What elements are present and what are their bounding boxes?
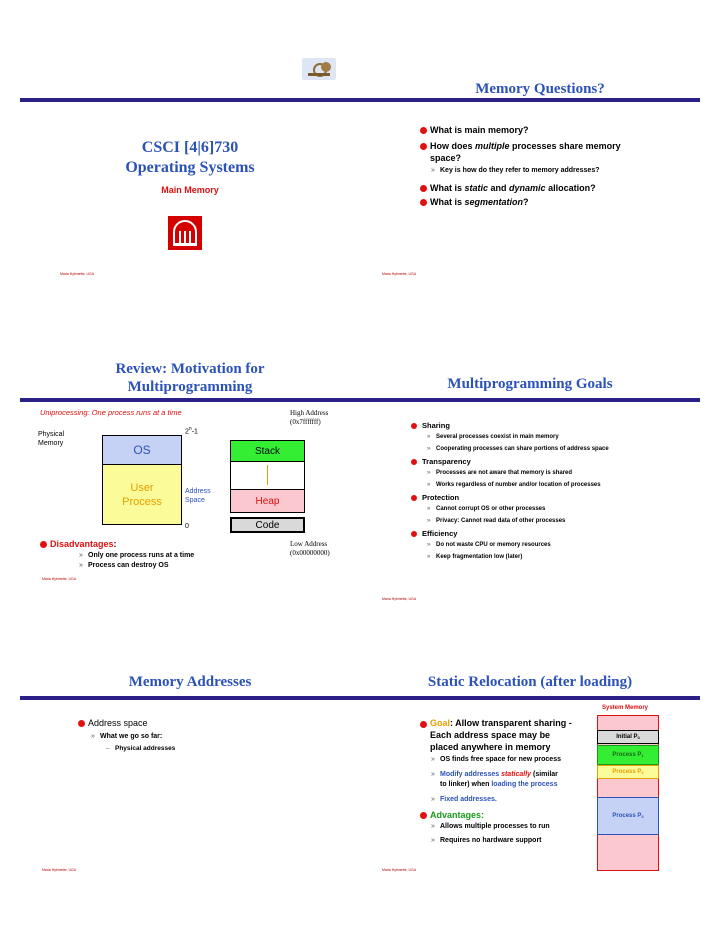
sub-bullet: » Keep fragmentation low (later)	[427, 554, 523, 560]
bullet-dot	[420, 721, 427, 728]
sub-sub-bullet-physical: – Physical addresses	[106, 745, 176, 752]
process-p1-block: Process P 1	[597, 745, 659, 765]
initial-p0-block: Initial P 0	[597, 730, 659, 744]
bullet-dot	[78, 720, 85, 727]
sub-bullet: » Several processes coexist in main memory	[427, 434, 559, 440]
user-process-block: User Process	[102, 464, 182, 525]
uga-arch-logo	[168, 216, 202, 250]
sub-bullet-one-process: » Only one process runs at a time	[79, 552, 195, 559]
title-rule	[360, 696, 700, 700]
lecture-subtitle: Main Memory	[161, 185, 219, 195]
sub-bullet: » Privacy: Cannot read data of other processes	[427, 518, 566, 524]
bullet-protection: Protection	[422, 493, 460, 502]
title-rule	[360, 398, 700, 402]
bullet-efficiency: Efficiency	[422, 529, 458, 538]
slide-1	[20, 50, 360, 290]
slide-title: Multiprogramming Goals	[447, 376, 613, 392]
title-rule	[20, 398, 360, 402]
sub-bullet: » Do not waste CPU or memory resources	[427, 542, 551, 548]
bullet-dot	[420, 143, 427, 150]
sub-bullet-multiple: » Allows multiple processes to run	[431, 823, 550, 830]
sub-bullet-fixed: » Fixed addresses.	[431, 796, 497, 803]
bullet-dot	[411, 459, 417, 465]
slide-4	[360, 355, 700, 601]
bullet-address-space: Address space	[88, 718, 148, 728]
bullet-dot	[420, 127, 427, 134]
bullet-dot	[420, 199, 427, 206]
sub-bullet: » Works regardless of number and/or location of processes	[427, 482, 601, 488]
bullet-static-dynamic: What is static and dynamic allocation?	[430, 183, 596, 193]
low-address-label: Low Address (0x00000000)	[290, 540, 330, 557]
bullet-dot	[420, 185, 427, 192]
sub-bullet-no-hw: » Requires no hardware support	[431, 837, 542, 844]
slide-6	[360, 655, 700, 895]
high-address-label: High Address (0x7fffffff)	[290, 409, 329, 426]
slide-title: Review: Motivation for Multiprogramming	[115, 361, 265, 395]
bullet-transparency: Transparency	[422, 457, 471, 466]
growth-arrow	[267, 465, 268, 485]
title-rule	[20, 98, 360, 102]
heap-block: Heap	[230, 489, 305, 513]
zero-address-label: 0	[185, 523, 189, 530]
physical-memory-label: Physical Memory	[38, 431, 65, 447]
bullet-dot	[411, 495, 417, 501]
slide-5	[20, 655, 360, 895]
title-rule	[360, 98, 700, 102]
slide-title: Static Relocation (after loading)	[427, 674, 633, 690]
bullet-main-memory: What is main memory?	[430, 125, 529, 135]
bullet-dot	[411, 423, 417, 429]
os-block: OS	[102, 435, 182, 465]
bullet-sharing: Sharing	[422, 421, 450, 430]
course-code: CSCI [4|6]730	[141, 139, 239, 156]
bullet-dot	[40, 541, 47, 548]
process-p2-block: Process P 2	[597, 765, 659, 779]
footer-author: Maria Hybinette, UGA	[382, 597, 417, 601]
slide-3	[20, 355, 360, 595]
sub-bullet-refer-addresses: » Key is how do they refer to memory addresses?	[431, 167, 600, 174]
stack-block: Stack	[230, 440, 305, 462]
top-address-label: 2$^n$-1	[185, 426, 198, 436]
sub-bullet-modify: » Modify addresses statically (similar to linker) when loading the process	[431, 771, 558, 788]
course-name: Operating Systems	[125, 159, 255, 176]
slide-2	[360, 50, 700, 290]
sub-bullet: » Cooperating processes can share portions of address space	[427, 446, 609, 452]
code-block: Code	[230, 517, 305, 533]
address-space-label: Address Space	[185, 488, 211, 504]
footer-author: Maria Hybinette, UGA	[42, 577, 77, 581]
bullet-multiple-processes: How does multiple processes share memory space?	[430, 141, 621, 163]
title-rule	[20, 696, 360, 700]
system-memory-label: System Memory	[602, 705, 649, 711]
disadvantages-heading: Disadvantages:	[50, 539, 117, 549]
bullet-dot	[411, 531, 417, 537]
bullet-dot	[420, 812, 427, 819]
bullet-advantages: Advantages:	[430, 810, 485, 820]
sub-bullet-destroy-os: » Process can destroy OS	[79, 562, 169, 569]
uga-bulldog-logo	[302, 58, 336, 80]
free-space-block	[230, 461, 305, 489]
sub-bullet: » Cannot corrupt OS or other processes	[427, 506, 546, 512]
footer-author: Maria Hybinette, UGA	[42, 868, 77, 872]
bullet-goal: Goal: Allow transparent sharing - Each address space may be placed anywhere in memory	[430, 718, 572, 752]
course-title	[20, 138, 360, 178]
sub-bullet: » Processes are not aware that memory is shared	[427, 470, 573, 476]
slide-title: Memory Questions?	[475, 81, 605, 97]
bullet-segmentation: What is segmentation?	[430, 197, 529, 207]
footer-author: Maria Hybinette, UGA	[382, 868, 417, 872]
uniprocessing-caption: Uniprocessing: One process runs at a time	[40, 408, 182, 417]
slide-title: Memory Addresses	[128, 674, 252, 690]
footer-author: Maria Hybinette, UGA	[60, 272, 95, 276]
footer-author: Maria Hybinette, UGA	[382, 272, 417, 276]
process-p3-block: Process P 3	[597, 797, 659, 835]
sub-bullet-os-finds: » OS finds free space for new process	[431, 756, 561, 763]
sub-bullet-what-so-far: » What we go so far:	[91, 733, 163, 740]
